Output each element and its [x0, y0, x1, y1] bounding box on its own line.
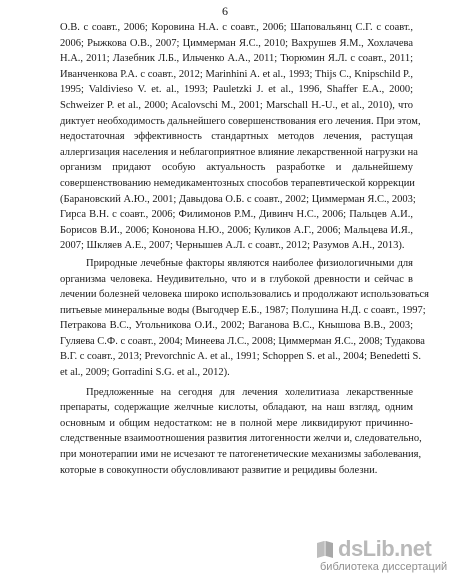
paragraph-3: [60, 385, 422, 479]
text-line: при монотерапии ими не исчезают те патогенетические механизмы заболевания,: [60, 449, 422, 461]
text-line: (Барановский А.Ю., 2001; Давыдова О.Б. с соавт., 2002; Циммерман Я.С., 2003;: [60, 193, 416, 205]
text-line: диктует необходимость дальнейшего совершенствования его лечения. При этом,: [60, 115, 421, 127]
page-number: 6: [222, 4, 228, 18]
text-line: Предложенные на сегодня для лечения холелитиаза лекарственные: [86, 386, 413, 398]
text-line: препараты, содержащие желчные кислоты, обладают, на наш взгляд, одним: [60, 402, 413, 414]
text-line: Н.А., 2011; Лазебник Л.Б., Ильченко А.А., 2011; Тюрюмин Я.Л. с соавт., 2011;: [60, 53, 413, 65]
text-line: О.В. с соавт., 2006; Коровина Н.А. с соавт., 2006; Шаповальянц С.Г. с соавт.,: [60, 22, 413, 33]
text-line: Иванченкова Р.А. с соавт., 2012; Marinhini A. et al., 1993; Thijs C., Knipschild P.,: [60, 68, 413, 80]
text-line: лечении болезней человека широко использовались и продолжают использоваться: [60, 289, 429, 301]
watermark-subtitle: библиотека диссертаций: [320, 561, 448, 573]
text-line: Schweizer P. et al., 2000; Acalovschi M., 2001; Marschall H.-U., et al., 2010), что: [60, 99, 413, 111]
watermark[interactable]: [314, 536, 448, 576]
text-line: et al., 2009; Gorradini S.G. et al., 2012).: [60, 367, 230, 379]
book-icon: [314, 538, 336, 560]
text-line: которые в совокупности обусловливают развитие и рецидивы болезни.: [60, 464, 378, 476]
paragraph-1: [60, 20, 421, 254]
text-line: основным и общим недостатком: не в полной мере ликвидируют причинно-: [60, 417, 413, 429]
text-line: Природные лечебные факторы являются наиболее физиологичными для: [86, 257, 413, 269]
text-line: аллергизация населения и неблагоприятное влияние лекарственной нагрузки на: [60, 146, 418, 158]
text-line: организм придают особую актуальность разработке и дальнейшему: [60, 162, 413, 174]
text-line: 1995; Valdivieso V. et. al., 1993; Pauletzki J. et al., 1996, Shaffer E.A., 2000;: [60, 84, 413, 96]
text-line: Петракова В.С., Угольникова О.И., 2002; Ваганова В.С., Кнышова В.В., 2003;: [60, 320, 413, 332]
text-line: питьевые минеральные воды (Выгодчер Е.Б., 1987; Полушина Н.Д. с соавт., 1997;: [60, 304, 426, 316]
watermark-brand: dsLib.net: [338, 536, 432, 561]
text-line: 2007; Шкляев А.Е., 2007; Чернышев А.Л. с соавт., 2012; Разумов А.Н., 2013).: [60, 240, 405, 252]
text-line: Гирса В.Н. с соавт., 2006; Филимонов Р.М., Дивинч Н.С., 2006; Пальцев А.И.,: [60, 209, 413, 221]
text-line: Гуляева С.Ф. с соавт., 2004; Минеева Л.С., 2008; Циммерман Я.С., 2008; Тудакова: [60, 335, 425, 347]
text-line: организма человека. Неудивительно, что и в глубокой древности и сейчас в: [60, 273, 413, 285]
text-line: 2006; Рыжкова О.В., 2007; Циммерман Я.С., 2010; Вахрушев Я.М., Хохлачева: [60, 37, 413, 49]
text-line: следственные взаимоотношения развития литогенности желчи и, следовательно,: [60, 433, 422, 445]
paragraph-2: [60, 256, 429, 381]
text-line: В.Г. с соавт., 2013; Prevorchnic A. et al., 1991; Schoppen S. et al., 2004; Benedetti S.: [60, 351, 421, 363]
text-line: недостаточная эффективность стандартных методов лечения, растущая: [60, 131, 413, 143]
text-line: совершенствованию немедикаментозных способов терапевтической коррекции: [60, 177, 415, 189]
document-body: [60, 20, 429, 478]
text-line: Борисов В.И., 2006; Кононова Н.Ю., 2006; Куликов А.Г., 2006; Мальцева И.Я.,: [60, 224, 413, 236]
